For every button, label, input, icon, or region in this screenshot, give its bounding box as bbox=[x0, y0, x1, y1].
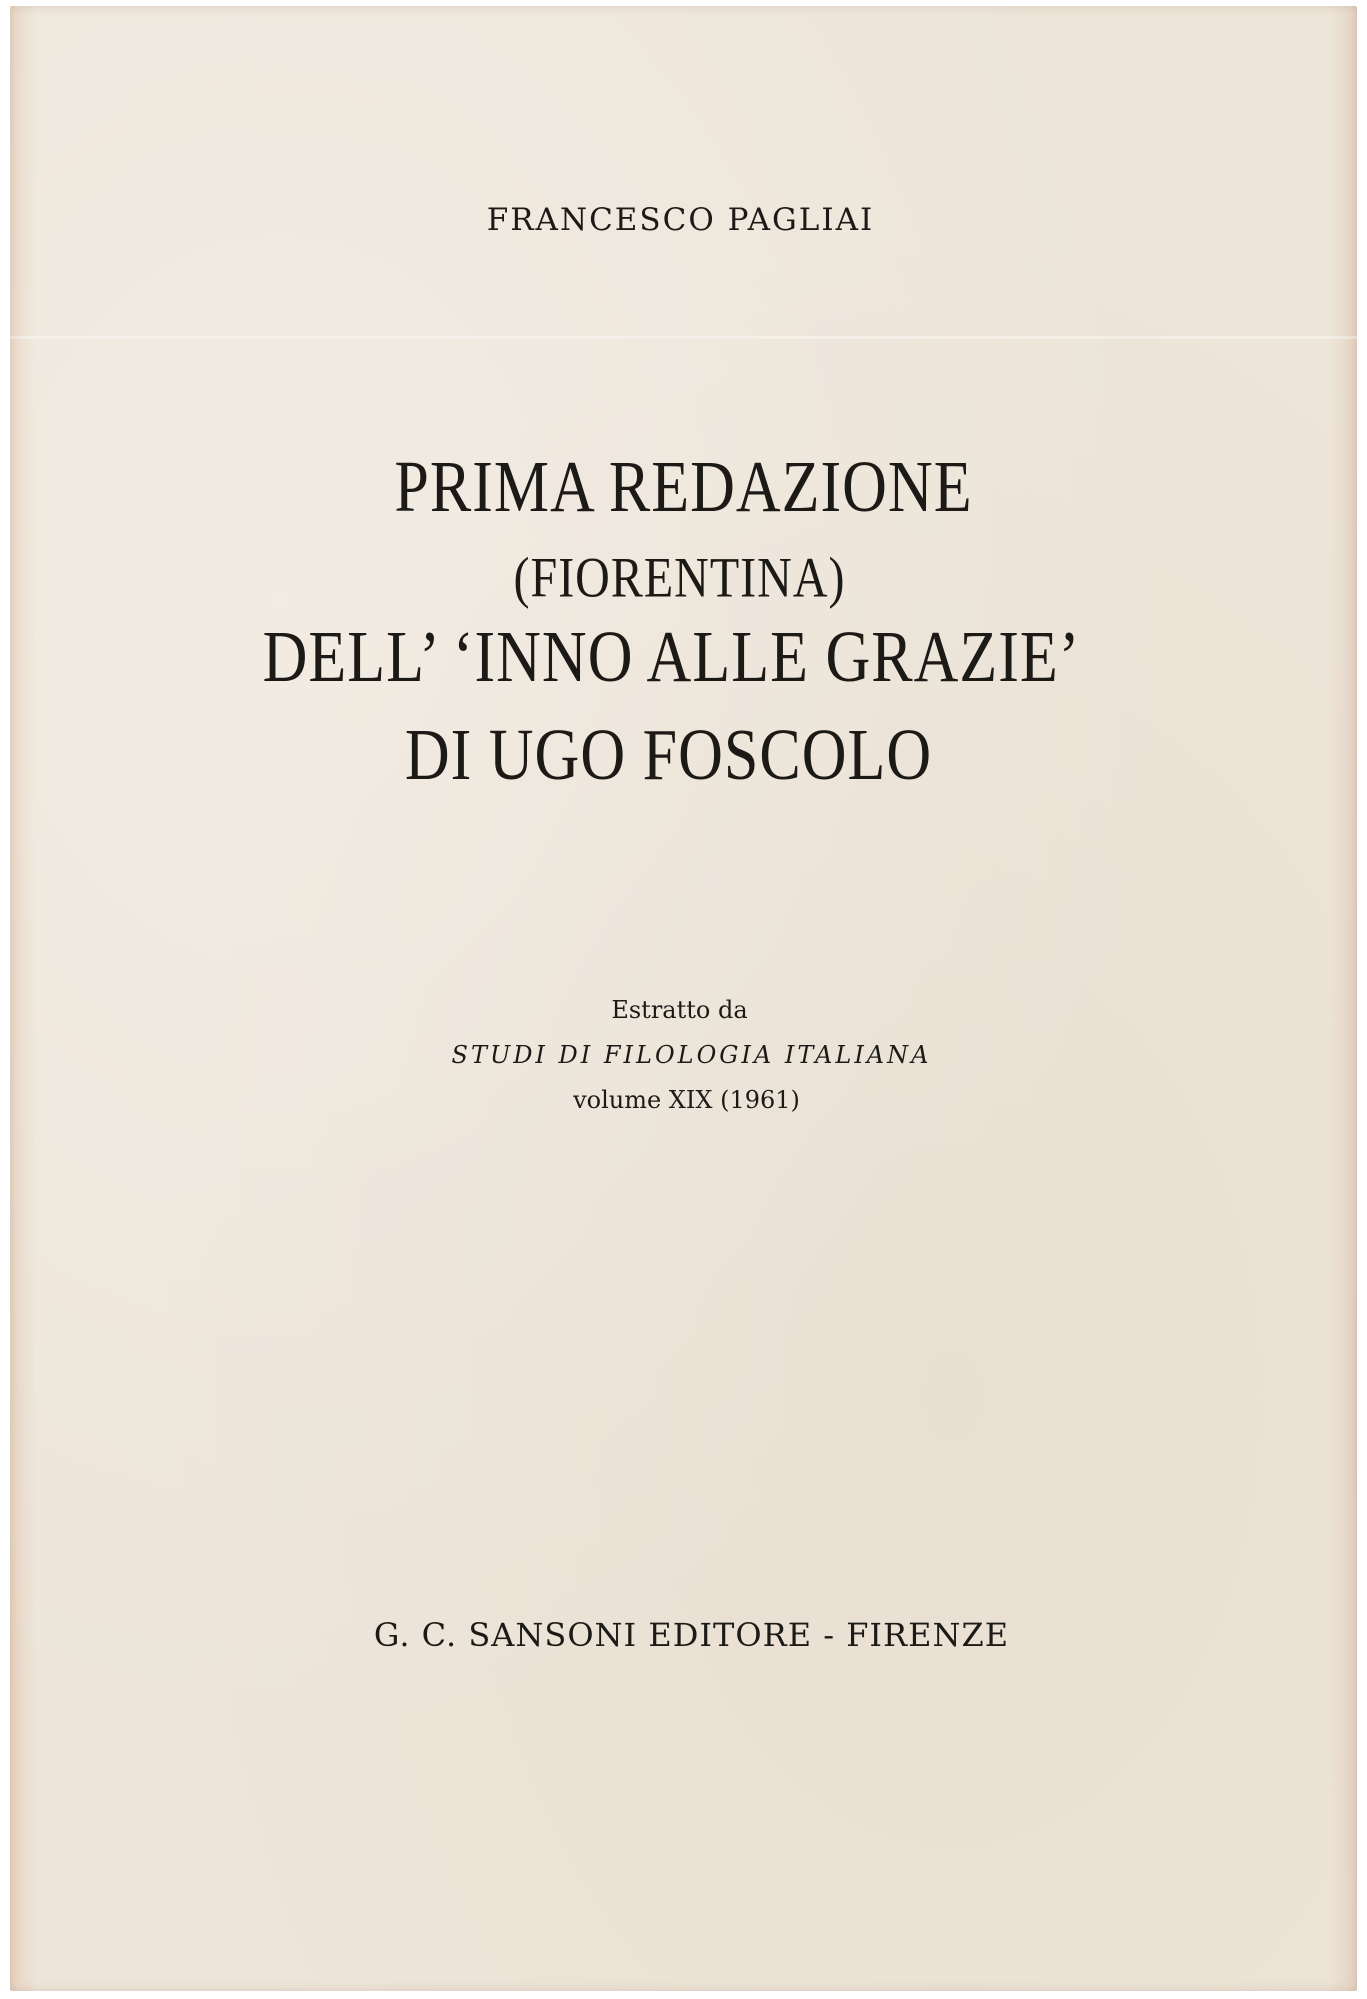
journal-volume: volume XIX (1961) bbox=[573, 1086, 800, 1114]
book-cover bbox=[10, 6, 1357, 1991]
title-line-3: DELL’ ‘INNO ALLE GRAZIE’ bbox=[262, 617, 1081, 698]
extract-intro: Estratto da bbox=[611, 996, 748, 1024]
publisher-line: G. C. SANSONI EDITORE - FIRENZE bbox=[373, 1616, 1010, 1654]
paper-fold-line bbox=[10, 336, 1357, 339]
title-line-4: DI UGO FOSCOLO bbox=[404, 715, 933, 796]
title-line-2: (FIORENTINA) bbox=[513, 547, 846, 610]
journal-title: STUDI DI FILOLOGIA ITALIANA bbox=[451, 1041, 932, 1069]
author-name: FRANCESCO PAGLIAI bbox=[486, 202, 875, 238]
title-line-1: PRIMA REDAZIONE bbox=[394, 447, 973, 528]
